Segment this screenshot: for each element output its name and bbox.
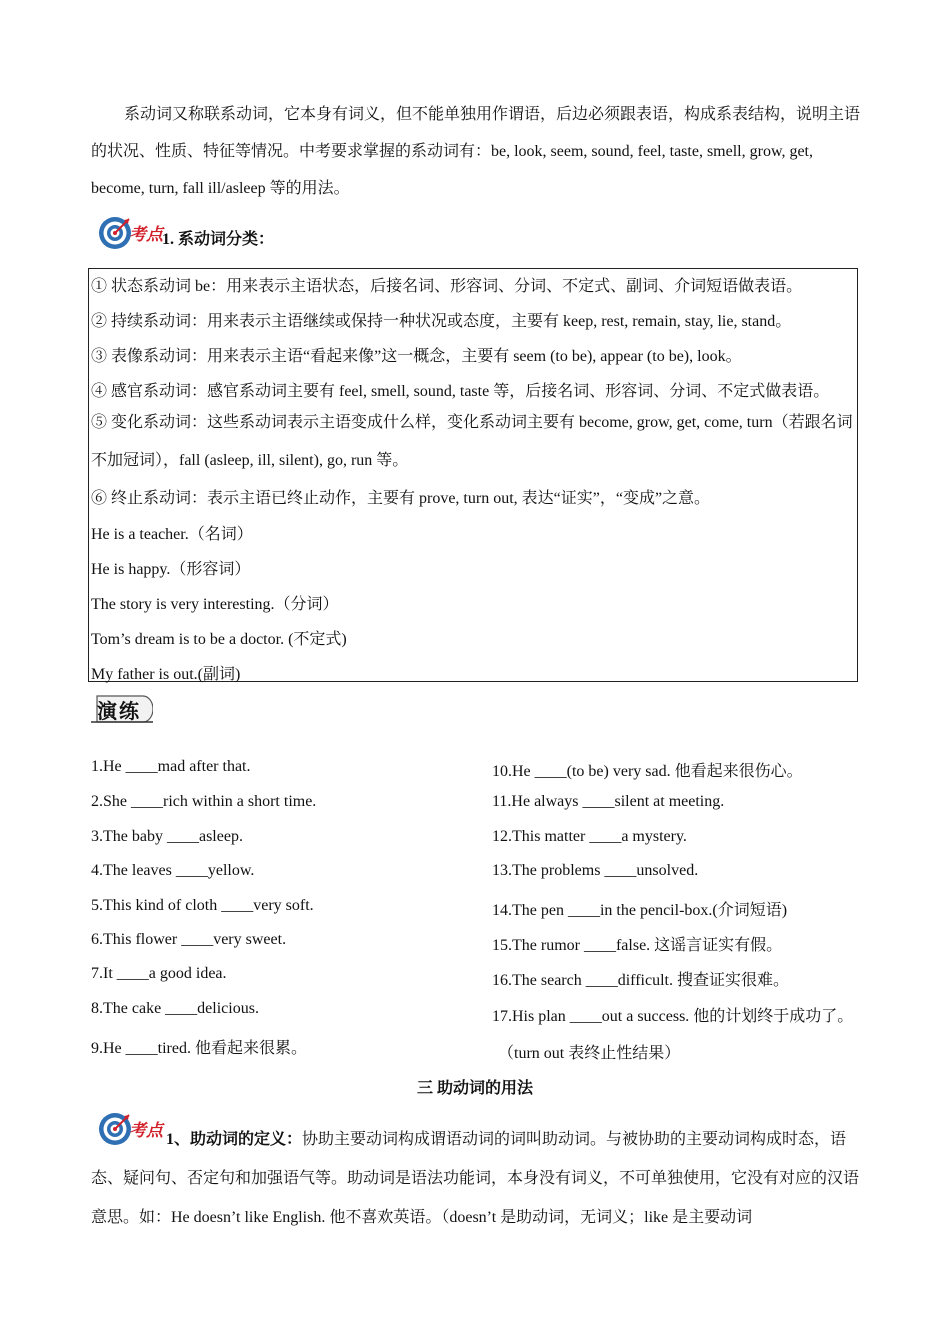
practice-label: 演练 xyxy=(97,699,141,723)
box-example-3: The story is very interesting.（分词） xyxy=(91,596,339,613)
exercise-item: 11.He always ____silent at meeting. xyxy=(492,793,725,810)
exercise-item: 6.This flower ____very sweet. xyxy=(91,931,287,948)
auxiliary-body: 协助主要动词构成谓语动词的词叫助动词。与被协助的主要动词构成时态，语态、疑问句、否定句和加强语气等。助动词是语法功能词，本身没有词义，不可单独使用，它没有对应的汉语意思。如：He doesn’t like English. 他不喜欢英语。（doesn’t 是助动词，无词义；like 是主要动词 xyxy=(91,1131,860,1226)
exercise-item: 15.The rumor ____false. 这谣言证实有假。 xyxy=(492,937,783,954)
intro-paragraph xyxy=(91,96,863,207)
exercise-item: 8.The cake ____delicious. xyxy=(91,1000,259,1017)
auxiliary-definition-paragraph xyxy=(91,1120,871,1237)
section3-title: 三 助动词的用法 xyxy=(416,1080,533,1097)
box-example-5: My father is out.(副词) xyxy=(91,666,241,683)
exercise-item: 1.He ____mad after that. xyxy=(91,758,251,775)
exercise-item: 4.The leaves ____yellow. xyxy=(91,862,255,879)
auxiliary-heading: 1、助动词的定义： xyxy=(166,1131,303,1148)
exercise-item: 10.He ____(to be) very sad. 他看起来很伤心。 xyxy=(492,763,803,780)
exercise-item: 12.This matter ____a mystery. xyxy=(492,828,687,845)
box-line-1: ① 状态系动词 be：用来表示主语状态，后接名词、形容词、分词、不定式、副词、介词短语做表语。 xyxy=(91,278,803,295)
exercise-item: 9.He ____tired. 他看起来很累。 xyxy=(91,1040,307,1057)
exercise-item: 7.It ____a good idea. xyxy=(91,965,227,982)
box-line-4: ④ 感官系动词：感官系动词主要有 feel, smell, sound, taste 等，后接名词、形容词、分词、不定式做表语。 xyxy=(91,383,830,400)
target-icon xyxy=(98,216,132,250)
practice-badge xyxy=(91,694,153,724)
kaodian-heading-1 xyxy=(94,212,274,252)
exercise-item: 17.His plan ____out a success. 他的计划终于成功了。 xyxy=(492,1008,854,1025)
exercise-note: （turn out 表终止性结果） xyxy=(498,1045,681,1062)
box-line-2: ② 持续系动词：用来表示主语继续或保持一种状况或态度，主要有 keep, rest, remain, stay, lie, stand。 xyxy=(91,313,792,330)
box-line-3: ③ 表像系动词：用来表示主语“看起来像”这一概念，主要有 seem (to be), appear (to be), look。 xyxy=(91,348,742,365)
exercise-item: 14.The pen ____in the pencil-box.(介词短语) xyxy=(492,902,788,919)
exercise-item: 3.The baby ____asleep. xyxy=(91,828,243,845)
kaodian-label: 考点 xyxy=(129,1121,163,1141)
exercise-item: 2.She ____rich within a short time. xyxy=(91,793,317,810)
section1-heading: 1. 系动词分类： xyxy=(162,230,275,248)
box-example-1: He is a teacher.（名词） xyxy=(91,526,253,543)
exercise-item: 5.This kind of cloth ____very soft. xyxy=(91,897,314,914)
box-example-2: He is happy.（形容词） xyxy=(91,561,251,578)
exercise-item: 13.The problems ____unsolved. xyxy=(492,862,699,879)
intro-text: 系动词又称联系动词，它本身有词义，但不能单独用作谓语，后边必须跟表语，构成系表结构，说明主语的状况、性质、特征等情况。中考要求掌握的系动词有：be, look, seem, sound, feel, taste, smell, grow, get, become, turn, fall ill/asleep 等的用法。 xyxy=(91,106,861,197)
kaodian-badge xyxy=(94,212,166,252)
box-example-4: Tom’s dream is to be a doctor. (不定式) xyxy=(91,631,347,648)
linking-verb-box xyxy=(88,268,858,682)
box-line-5: ⑤ 变化系动词：这些系动词表示主语变成什么样，变化系动词主要有 become, grow, get, come, turn（若跟名词不加冠词），fall (asleep, ill, silent), go, run 等。 xyxy=(91,414,853,469)
exercise-item: 16.The search ____difficult. 搜查证实很难。 xyxy=(492,972,789,989)
box-line-6: ⑥ 终止系动词：表示主语已终止动作，主要有 prove, turn out, 表达“证实”，“变成”之意。 xyxy=(91,490,711,507)
kaodian-label: 考点 xyxy=(129,225,163,245)
